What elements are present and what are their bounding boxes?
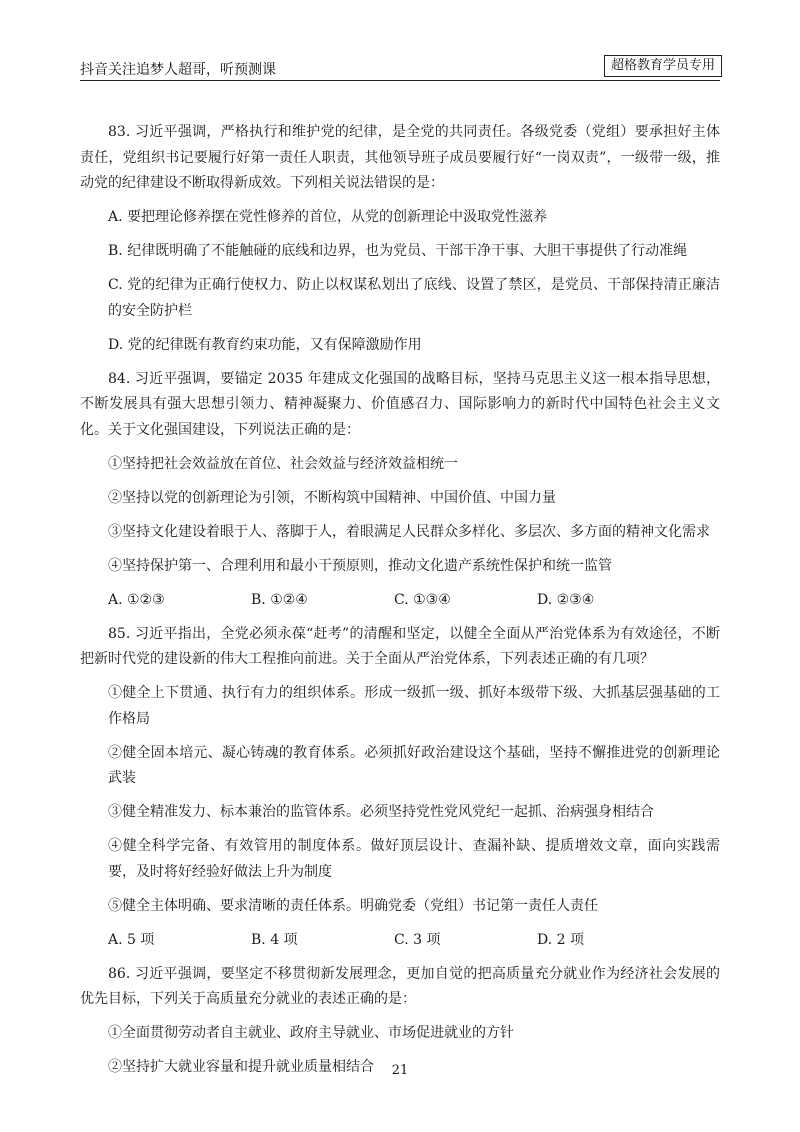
page-content: [80, 120, 720, 1089]
question-84-stem: 84. 习近平强调，要锚定 2035 年建成文化强国的战略目标，坚持马克思主义这一根本指导思想，不断发展具有强大思想引领力、精神凝聚力、价值感召力、国际影响力的新时代中国特色社会主义文化。关于文化强国建设，下列说法正确的是：: [80, 370, 720, 438]
header-divider: [80, 80, 720, 81]
question-83-option-b: B. 纪律既明确了不能触碰的底线和边界，也为党员、干部干净干事、大胆干事提供了行动准绳: [108, 243, 688, 259]
header-right-box: 超格教育学员专用: [604, 55, 722, 77]
question-85-item-4: ④健全科学完备、有效管用的制度体系。做好顶层设计、查漏补缺、提质增效文章，面向实践需要，及时将好经验好做法上升为制度: [108, 838, 720, 880]
question-85-choices: [80, 928, 720, 954]
question-84-choice-d: D. ②③④: [537, 591, 595, 608]
question-84-item-2: ②坚持以党的创新理论为引领，不断构筑中国精神、中国价值、中国力量: [108, 489, 556, 506]
question-83-stem: 83. 习近平强调，严格执行和维护党的纪律，是全党的共同责任。各级党委（党组）要承担好主体责任，党组织书记要履行好第一责任人职责，其他领导班子成员要履行好“一岗双责”，一级带一级，推动党的纪律建设不断取得新成效。下列相关说法错误的是：: [80, 124, 720, 191]
question-86-stem: 86. 习近平强调，要坚定不移贯彻新发展理念，更加自觉的把高质量充分就业作为经济社会发展的优先目标，下列关于高质量充分就业的表述正确的是：: [80, 965, 720, 1007]
question-84-choices: [80, 588, 720, 614]
question-85-choice-b: B. 4 项: [251, 931, 298, 948]
question-84-item-1: ①坚持把社会效益放在首位、社会效益与经济效益相统一: [108, 455, 458, 472]
question-86-item-1: ①全面贯彻劳动者自主就业、政府主导就业、市场促进就业的方针: [108, 1025, 514, 1041]
question-83-option-a: A. 要把理论修养摆在党性修养的首位，从党的创新理论中汲取党性滋养: [108, 209, 548, 225]
question-85-choice-d: D. 2 项: [537, 931, 584, 948]
question-85-item-1: ①健全上下贯通、执行有力的组织体系。形成一级抓一级、抓好本级带下级、大抓基层强基础的工作格局: [108, 685, 720, 727]
question-83-option-c: C. 党的纪律为正确行使权力、防止以权谋私划出了底线、设置了禁区，是党员、干部保持清正廉洁的安全防护栏: [108, 277, 720, 319]
header-left-text: 抖音关注追梦人超哥，听预测课: [80, 62, 276, 78]
page-number: 21: [391, 1063, 409, 1078]
question-84-choice-c: C. ①③④: [394, 591, 451, 608]
question-84-choice-a: A. ①②③: [108, 591, 165, 608]
question-84-choice-b: B. ①②④: [251, 591, 308, 608]
question-86-item-2: ②坚持扩大就业容量和提升就业质量相结合: [108, 1059, 374, 1075]
question-85-item-3: ③健全精准发力、标本兼治的监管体系。必须坚持党性党风党纪一起抓、治病强身相结合: [108, 804, 654, 820]
question-85-choice-a: A. 5 项: [108, 931, 155, 948]
question-85-item-2: ②健全固本培元、凝心铸魂的教育体系。必须抓好政治建设这个基础，坚持不懈推进党的创新理论武装: [108, 744, 720, 786]
question-85-choice-c: C. 3 项: [394, 931, 441, 948]
question-85-item-5: ⑤健全主体明确、要求清晰的责任体系。明确党委（党组）书记第一责任人责任: [108, 897, 598, 914]
question-84-item-4: ④坚持保护第一、合理利用和最小干预原则，推动文化遗产系统性保护和统一监管: [108, 557, 612, 574]
question-84-item-3: ③坚持文化建设着眼于人、落脚于人，着眼满足人民群众多样化、多层次、多方面的精神文化需求: [108, 523, 710, 540]
question-85-stem: 85. 习近平指出，全党必须永葆“赶考”的清醒和坚定，以健全全面从严治党体系为有效途径，不断把新时代党的建设新的伟大工程推向前进。关于全面从严治党体系，下列表述正确的有几项？: [80, 625, 720, 667]
question-83-option-d: D. 党的纪律既有教育约束功能，又有保障激励作用: [108, 336, 422, 353]
